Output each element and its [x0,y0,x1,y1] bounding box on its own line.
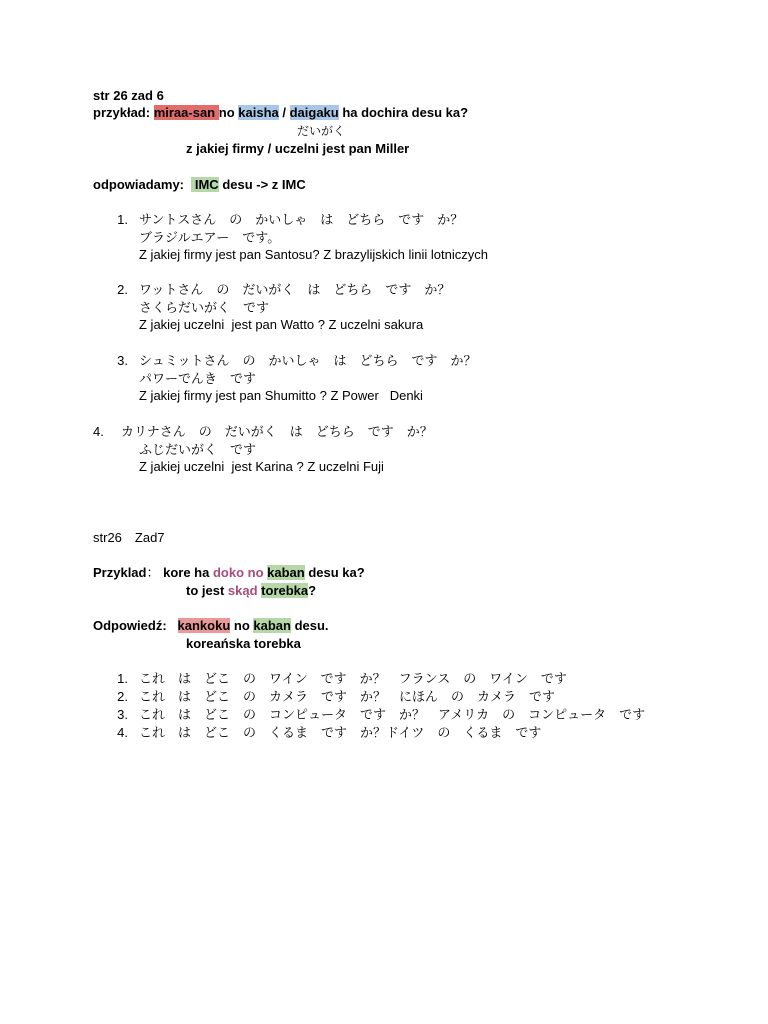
zad6-item-number: 1. [117,212,128,227]
zad7-item-text: これ は どこ の くるま です か？ドイツ の くるま です [139,725,542,740]
highlight-kaban-answer: kaban [253,618,291,633]
answer-label: Odpowiedź: [93,618,167,633]
highlight-kankoku: kankoku [177,618,231,633]
question-mark: ? [308,583,317,598]
zad6-item-question: サントスさん の かいしゃ は どちら です か？ [139,212,464,227]
translation-start: to jest [186,583,228,598]
zad6-item-translation: Z jakiej firmy jest pan Shumitto ? Z Power Denki [139,388,423,403]
example-rest: desu ka? [304,565,365,580]
purple-doko-no: doko no [212,565,264,580]
example-rest: ha dochira desu ka? [338,105,469,120]
furigana-daigaku: だいがく [297,124,346,138]
zad7-item-text: これ は どこ の ワイン です か？ フランス の ワイン です [139,671,567,686]
zad6-item-translation: Z jakiej uczelni jest pan Watto ? Z uczelni sakura [139,317,424,332]
zad6-example-line [93,105,468,121]
zad7-item-number: 4. [117,725,128,740]
zad7-header: str26 Zad7 [93,530,165,545]
answer-label: odpowiadamy: [93,177,185,192]
zad6-item-number: 2. [117,282,128,297]
zad7-item-text: これ は どこ の コンピュータ です か？ アメリカ の コンピュータ です [139,707,646,722]
zad7-item-number: 1. [117,671,128,686]
zad6-item-answer: ブラジルエアー です。 [139,230,281,245]
highlight-torebka: torebka [261,583,309,598]
zad7-answer-line [93,618,329,634]
highlight-imc: IMC [191,177,219,192]
slash: / [278,105,290,120]
example-colon: ： [146,565,160,580]
example-start: kore ha [159,565,213,580]
zad6-item-answer: パワーでんき です [139,371,257,386]
highlight-kaban: kaban [267,565,305,580]
highlight-daigaku: daigaku [289,105,339,120]
zad7-example-line [93,565,365,581]
zad6-item-question: カリナさん の だいがく は どちら です か？ [121,424,433,439]
zad7-item-number: 2. [117,689,128,704]
zad7-item-text: これ は どこ の カメラ です か？ にほん の カメラ です [139,689,556,704]
example-label: Przyklad [93,565,147,580]
answer-rest: desu -> z IMC [218,177,306,192]
zad6-answer-line [93,177,306,193]
zad6-header: str 26 zad 6 [93,88,164,103]
zad6-translation: z jakiej firmy / uczelni jest pan Miller [186,141,410,156]
zad7-item-number: 3. [117,707,128,722]
example-label: przykład: [93,105,151,120]
highlight-miraa-san: miraa-san [153,105,219,120]
zad6-item-translation: Z jakiej firmy jest pan Santosu? Z brazylijskich linii lotniczych [139,247,488,262]
answer-rest: desu. [290,618,329,633]
zad6-item-number: 4. [93,424,104,439]
zad6-item-question: シュミットさん の かいしゃ は どちら です か？ [139,353,477,368]
zad7-translation-line [186,583,316,599]
zad6-item-translation: Z jakiej uczelni jest Karina ? Z uczelni Fuji [139,459,384,474]
zad6-item-number: 3. [117,353,128,368]
zad7-answer-translation: koreańska torebka [186,636,301,651]
particle-no: no [218,105,235,120]
purple-skad: skąd [227,583,258,598]
zad6-item-question: ワットさん の だいがく は どちら です か？ [139,282,451,297]
zad6-item-answer: ふじだいがく です [139,442,257,457]
particle-no: no [230,618,254,633]
highlight-kaisha: kaisha [238,105,279,120]
zad6-item-answer: さくらだいがく です [139,300,270,315]
